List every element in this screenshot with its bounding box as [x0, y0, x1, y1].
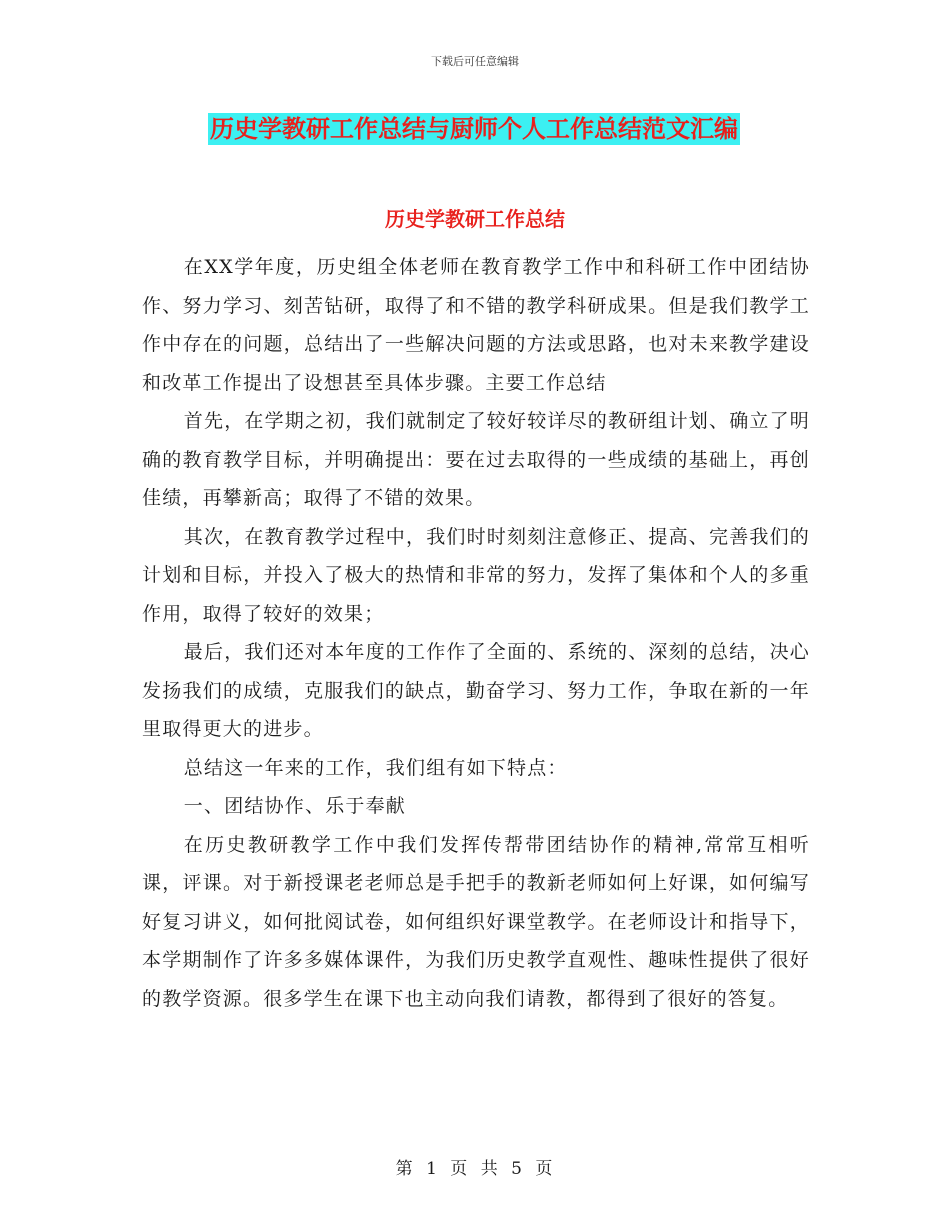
header-note: 下载后可任意编辑	[431, 55, 519, 68]
paragraph: 其次，在教育教学过程中，我们时时刻刻注意修正、提高、完善我们的计划和目标，并投入了极大的热情和非常的努力，发挥了集体和个人的多重作用，取得了较好的效果；	[142, 525, 810, 625]
paragraph: 总结这一年来的工作，我们组有如下特点：	[183, 756, 568, 779]
page-footer: 第 1 页 共 5 页	[395, 1159, 555, 1179]
document-body	[142, 248, 810, 1018]
paragraph: 最后，我们还对本年度的工作作了全面的、系统的、深刻的总结，决心发扬我们的成绩，克服我们的缺点，勤奋学习、努力工作，争取在新的一年里取得更大的进步。	[142, 641, 810, 740]
document-title: 历史学教研工作总结与厨师个人工作总结范文汇编	[210, 115, 738, 143]
paragraph: 首先，在学期之初，我们就制定了较好较详尽的教研组计划、确立了明确的教育教学目标，并明确提出：要在过去取得的一些成绩的基础上，再创佳绩，再攀新高；取得了不错的效果。	[142, 410, 810, 509]
paragraph: 在历史教研教学工作中我们发挥传帮带团结协作的精神,常常互相听课，评课。对于新授课老老师总是手把手的教新老师如何上好课，如何编写好复习讲义，如何批阅试卷，如何组织好课堂教学。在老师设计和指导下，本学期制作了许多多媒体课件，为我们历史教学直观性、趣味性提供了很好的教学资源。很多学生在课下也主动向我们请教，都得到了很好的答复。	[142, 833, 810, 1010]
section-title: 历史学教研工作总结	[385, 207, 565, 231]
paragraph: 在XX学年度，历史组全体老师在教育教学工作中和科研工作中团结协作、努力学习、刻苦钻研，取得了和不错的教学科研成果。但是我们教学工作中存在的问题，总结出了一些解决问题的方法或思路，也对未来教学建设和改革工作提出了设想甚至具体步骤。主要工作总结	[142, 256, 810, 394]
subheading: 一、团结协作、乐于奉献	[183, 795, 406, 817]
